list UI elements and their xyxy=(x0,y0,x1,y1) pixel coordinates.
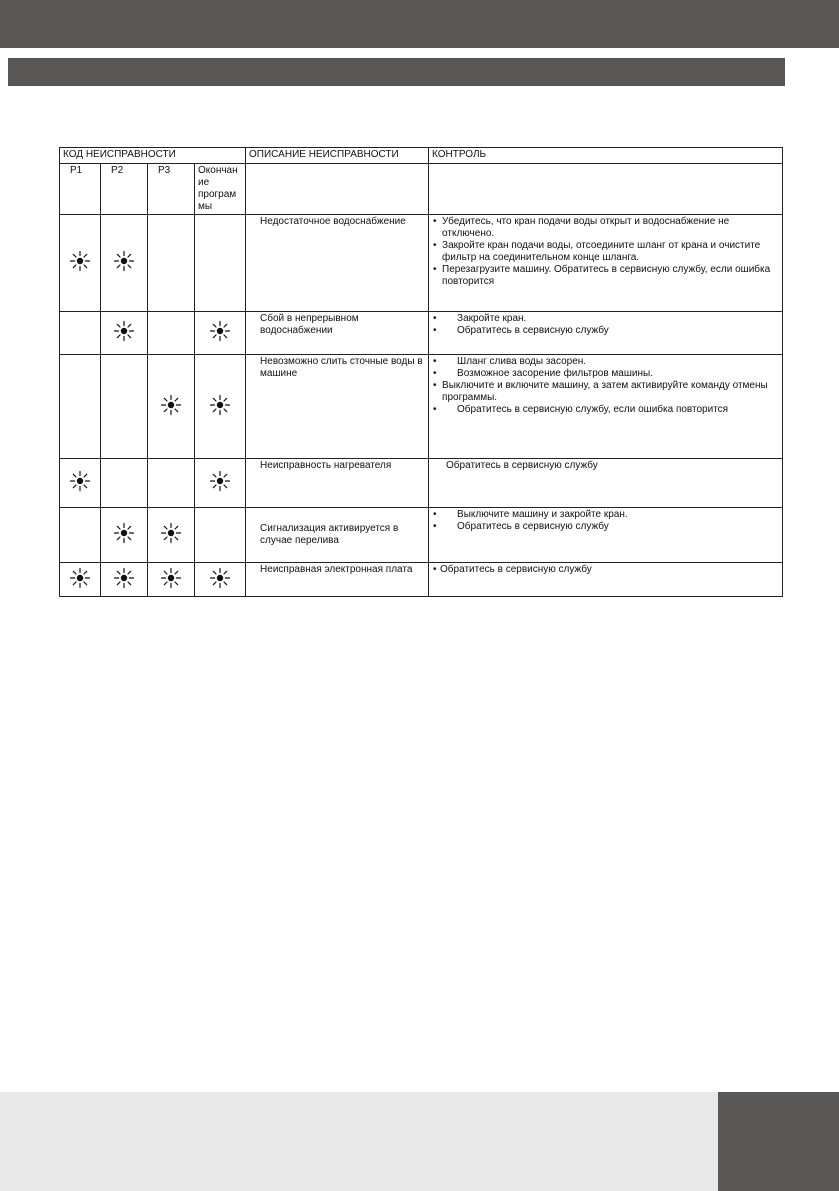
footer-band xyxy=(0,1092,839,1191)
indicator-cell xyxy=(148,459,195,508)
list-item: • Обратитесь в сервисную службу xyxy=(432,564,779,576)
list-item: • Шланг слива воды засорен. xyxy=(432,356,779,368)
blinking-light-icon xyxy=(160,567,182,589)
header-p1: P1 xyxy=(60,164,101,215)
indicator-cell xyxy=(101,215,148,312)
blinking-light-icon xyxy=(209,470,231,492)
indicator-cell xyxy=(148,215,195,312)
table-row xyxy=(60,508,783,563)
empty-cell xyxy=(246,164,429,215)
indicator-cell xyxy=(101,459,148,508)
list-item: • Выключите и включите машину, а затем активируйте команду отмены программы. xyxy=(432,380,779,404)
list-item: • Убедитесь, что кран подачи воды открыт и водоснабжение не отключено. xyxy=(432,216,779,240)
header-end-of-program: Окончан ие програм мы xyxy=(195,164,246,215)
table-row xyxy=(60,355,783,459)
fault-description: Невозможно слить сточные воды в машине xyxy=(246,355,429,459)
indicator-cell xyxy=(60,355,101,459)
control-list xyxy=(432,313,779,337)
control-cell xyxy=(429,355,783,459)
indicator-cell xyxy=(60,312,101,355)
blinking-light-icon xyxy=(69,567,91,589)
header-p2: P2 xyxy=(101,164,148,215)
control-cell xyxy=(429,508,783,563)
table-subheader-row xyxy=(60,164,783,215)
indicator-cell xyxy=(101,508,148,563)
indicator-cell xyxy=(148,508,195,563)
indicator-cell xyxy=(101,312,148,355)
header-bar xyxy=(0,0,839,48)
control-list xyxy=(432,460,779,472)
control-list xyxy=(432,509,779,533)
list-item: • Обратитесь в сервисную службу, если ошибка повторится xyxy=(432,404,779,416)
indicator-cell xyxy=(101,563,148,597)
indicator-cell xyxy=(60,215,101,312)
list-item: • Возможное засорение фильтров машины. xyxy=(432,368,779,380)
blinking-light-icon xyxy=(69,250,91,272)
control-cell xyxy=(429,215,783,312)
fault-description: Сбой в непрерывном водоснабжении xyxy=(246,312,429,355)
indicator-cell xyxy=(195,459,246,508)
blinking-light-icon xyxy=(113,567,135,589)
table-header-row xyxy=(60,148,783,164)
indicator-cell xyxy=(195,355,246,459)
fault-description: Неисправность нагревателя xyxy=(246,459,429,508)
table-row xyxy=(60,459,783,508)
list-item: • Перезагрузите машину. Обратитесь в сервисную службу, если ошибка повторится xyxy=(432,264,779,288)
control-cell xyxy=(429,312,783,355)
indicator-cell xyxy=(148,355,195,459)
indicator-cell xyxy=(195,508,246,563)
list-item: • Обратитесь в сервисную службу xyxy=(432,521,779,533)
table-row xyxy=(60,563,783,597)
blinking-light-icon xyxy=(160,394,182,416)
list-item: • Обратитесь в сервисную службу xyxy=(432,325,779,337)
indicator-cell xyxy=(148,563,195,597)
list-item: Обратитесь в сервисную службу xyxy=(446,460,598,471)
control-list xyxy=(432,564,779,576)
control-list xyxy=(432,356,779,416)
header-code: КОД НЕИСПРАВНОСТИ xyxy=(60,148,246,164)
blinking-light-icon xyxy=(113,522,135,544)
header-control: КОНТРОЛЬ xyxy=(429,148,783,164)
fault-description: Неисправная электронная плата xyxy=(246,563,429,597)
error-code-table xyxy=(59,147,783,597)
control-list xyxy=(432,216,779,288)
blinking-light-icon xyxy=(209,567,231,589)
fault-description: Сигнализация активируется в случае перелива xyxy=(246,508,429,563)
table-row xyxy=(60,312,783,355)
list-item: • Закройте кран подачи воды, отсоедините шланг от крана и очистите фильтр на соединительном конце шланга. xyxy=(432,240,779,264)
empty-cell xyxy=(429,164,783,215)
header-description: ОПИСАНИЕ НЕИСПРАВНОСТИ xyxy=(246,148,429,164)
indicator-cell xyxy=(195,312,246,355)
control-cell xyxy=(429,459,783,508)
header-p3: P3 xyxy=(148,164,195,215)
fault-description: Недостаточное водоснабжение xyxy=(246,215,429,312)
blinking-light-icon xyxy=(160,522,182,544)
blinking-light-icon xyxy=(209,320,231,342)
indicator-cell xyxy=(195,215,246,312)
blinking-light-icon xyxy=(113,250,135,272)
table-row xyxy=(60,215,783,312)
list-item: • Выключите машину и закройте кран. xyxy=(432,509,779,521)
blinking-light-icon xyxy=(69,470,91,492)
indicator-cell xyxy=(195,563,246,597)
indicator-cell xyxy=(148,312,195,355)
indicator-cell xyxy=(60,459,101,508)
indicator-cell xyxy=(60,508,101,563)
control-cell xyxy=(429,563,783,597)
indicator-cell xyxy=(60,563,101,597)
section-bar xyxy=(8,58,785,86)
blinking-light-icon xyxy=(113,320,135,342)
blinking-light-icon xyxy=(209,394,231,416)
page-number-box xyxy=(718,1092,839,1191)
list-item: • Закройте кран. xyxy=(432,313,779,325)
indicator-cell xyxy=(101,355,148,459)
